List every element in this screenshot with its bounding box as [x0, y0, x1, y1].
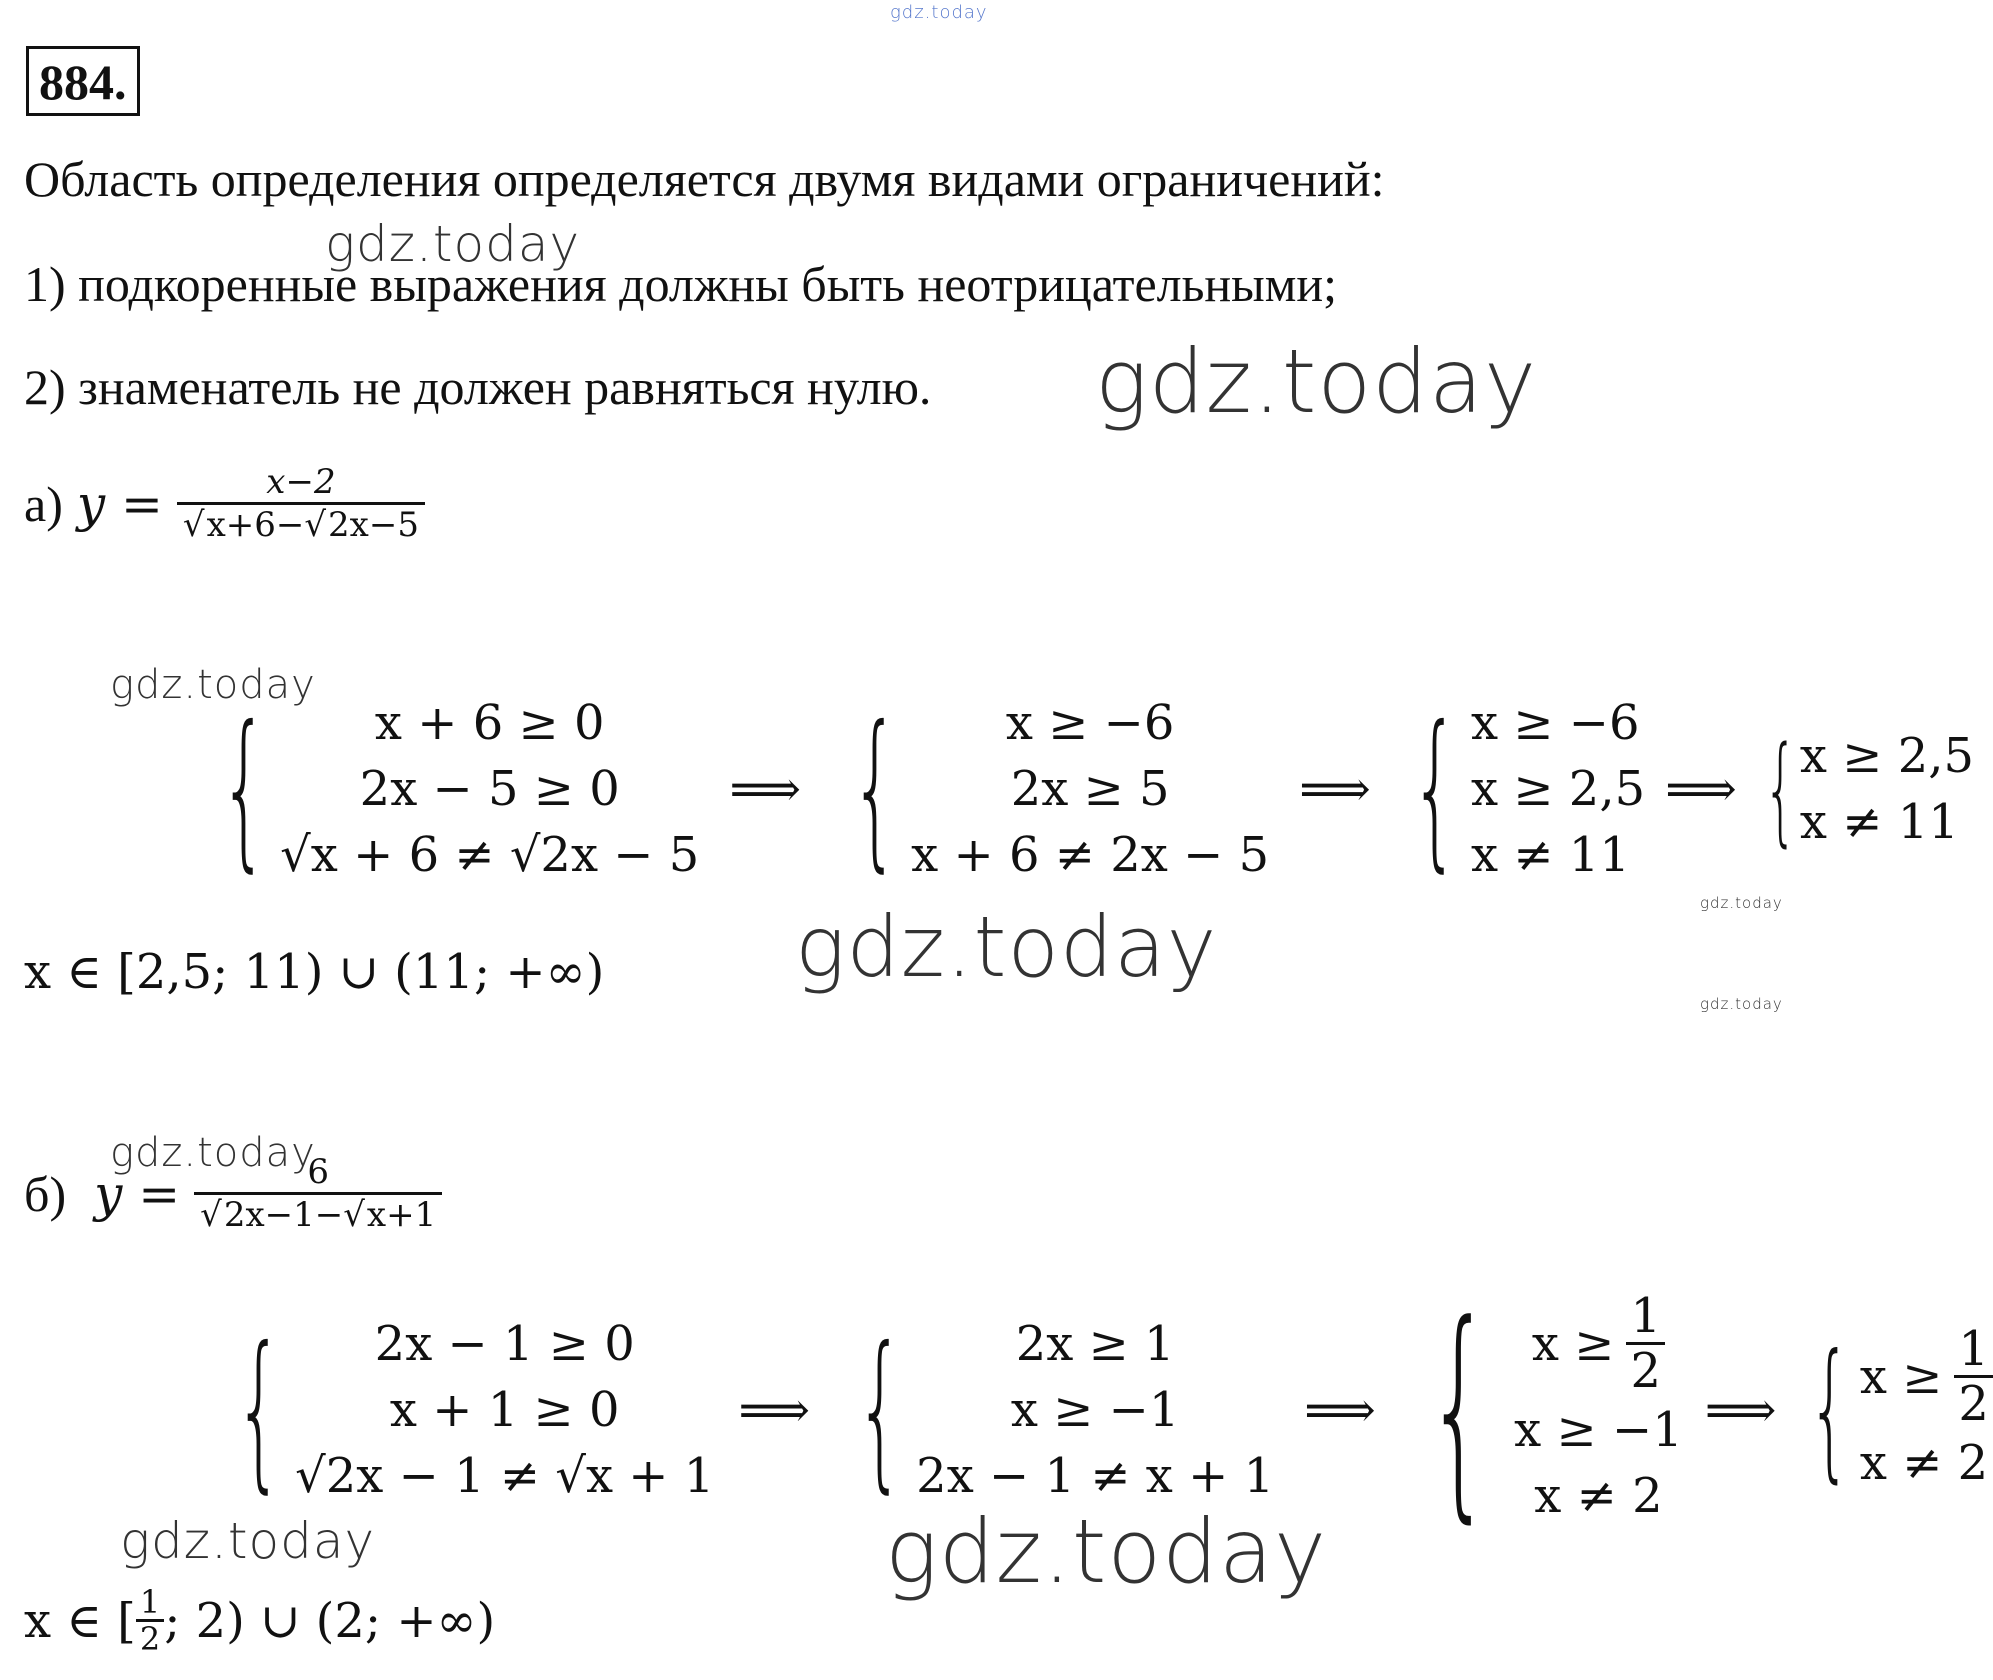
part-a-sys3-row: x ≠ 11 [1471, 827, 1630, 883]
part-a-formula [24, 462, 425, 545]
part-b-sys1-row: 2x − 1 ≥ 0 [374, 1315, 635, 1372]
brace-icon: { [850, 690, 900, 888]
part-a-lhs: y = [76, 474, 163, 533]
part-a-sys3-row: x ≥ −6 [1471, 695, 1640, 751]
half-numerator: 1 [1626, 1290, 1665, 1345]
half-fraction [1626, 1290, 1665, 1397]
part-b-sys2-row: x ≥ −1 [1010, 1381, 1180, 1438]
part-a-derivation [190, 690, 1974, 888]
part-a-numerator: x−2 [266, 462, 336, 502]
watermark-3: gdz.today [110, 662, 316, 708]
part-b-answer-prefix: x ∈ [ [24, 1592, 136, 1649]
part-a-sys1-row: 2x − 5 ≥ 0 [359, 761, 620, 817]
half-numerator: 1 [1954, 1323, 1993, 1378]
part-b-sys4-row-1 [1860, 1323, 1993, 1430]
implies-arrow: ⟹ [738, 1380, 810, 1439]
watermark-7: gdz.today [110, 1130, 316, 1176]
part-b-sys4-row-2: x ≠ 2 [1859, 1435, 1989, 1491]
half-numerator: 1 [136, 1585, 164, 1622]
part-a-root1: x+6 [206, 505, 276, 545]
part-a-answer: x ∈ [2,5; 11) ∪ (11; +∞) [24, 944, 605, 1000]
implies-arrow: ⟹ [1304, 1380, 1376, 1439]
brace-icon: { [1763, 720, 1798, 858]
intro-line-3: 2) знаменатель не должен равняться нулю. [24, 359, 932, 415]
part-a-sys4-row: x ≥ 2,5 [1799, 728, 1975, 784]
half-fraction [1954, 1323, 1993, 1430]
part-b-numerator: 6 [307, 1152, 329, 1192]
part-a-sys1-row: √x + 6 ≠ √2x − 5 [280, 827, 700, 883]
watermark-1: gdz.today [325, 215, 581, 273]
implies-arrow: ⟹ [1299, 760, 1371, 818]
intro-line-2: 1) подкоренные выражения должны быть неотрицательными; [24, 256, 1338, 312]
brace-icon: { [219, 690, 269, 888]
part-b-derivation [205, 1275, 1993, 1543]
watermark-4: gdz.today [1700, 894, 1783, 912]
part-b-root1: 2x−1 [223, 1195, 315, 1235]
watermark-8: gdz.today [120, 1512, 376, 1570]
part-b-answer [24, 1585, 495, 1656]
brace-icon: { [234, 1310, 284, 1509]
part-b-sys3-row-1 [1532, 1290, 1665, 1397]
part-a-sys2-row: x + 6 ≠ 2x − 5 [911, 827, 1270, 883]
brace-icon: { [1410, 690, 1460, 888]
part-a-sys2-row: x ≥ −6 [1005, 695, 1175, 751]
half-denominator: 2 [139, 1620, 161, 1658]
implies-arrow: ⟹ [1665, 760, 1737, 818]
part-b-sys3-prefix: x ≥ [1531, 1315, 1615, 1372]
part-a-sys2-row: 2x ≥ 5 [1010, 761, 1170, 817]
part-a-root2: 2x−5 [328, 505, 419, 545]
implies-arrow: ⟹ [1704, 1380, 1777, 1439]
part-b-sys1-row: x + 1 ≥ 0 [389, 1381, 620, 1438]
part-b-system-1 [205, 1311, 714, 1509]
half-fraction [136, 1585, 164, 1656]
part-a-minus: − [275, 505, 305, 545]
part-b-sys2-row: 2x ≥ 1 [1015, 1315, 1175, 1372]
watermark-2: gdz.today [1095, 330, 1538, 433]
part-b-fraction [194, 1152, 442, 1235]
brace-icon: { [1808, 1322, 1852, 1497]
part-a-label: а) [24, 475, 63, 532]
part-a-system-2 [821, 690, 1269, 888]
part-b-root2: x+1 [366, 1195, 437, 1235]
watermark-6: gdz.today [1700, 995, 1783, 1013]
part-a-system-1 [190, 690, 699, 888]
intro-line-1: Область определения определяется двумя видами ограничений: [24, 151, 1385, 207]
part-b-denominator: √2x−1−√x+1 [194, 1192, 442, 1235]
part-b-sys1-row: √2x − 1 ≠ √x + 1 [295, 1447, 715, 1504]
implies-arrow: ⟹ [729, 760, 801, 818]
part-b-system-4 [1782, 1323, 1993, 1496]
part-b-minus: − [314, 1195, 344, 1235]
brace-icon: { [855, 1310, 905, 1509]
watermark-5: gdz.today [795, 898, 1218, 996]
part-b-answer-suffix: ; 2) ∪ (2; +∞) [164, 1592, 496, 1649]
half-denominator: 2 [1630, 1343, 1661, 1399]
part-b-sys4-prefix: x ≥ [1859, 1348, 1943, 1405]
watermark-top: gdz.today [890, 2, 988, 23]
part-b-lhs: y = [94, 1164, 181, 1223]
part-b-system-2 [826, 1311, 1274, 1509]
part-b-system-3 [1386, 1275, 1683, 1543]
part-a-system-4 [1743, 720, 1975, 858]
watermark-9: gdz.today [885, 1500, 1328, 1603]
brace-icon: { [1426, 1275, 1492, 1543]
half-denominator: 2 [1958, 1376, 1989, 1432]
part-b-sys2-row: 2x − 1 ≠ x + 1 [916, 1447, 1275, 1504]
part-a-system-3 [1381, 690, 1645, 888]
part-a-sys1-row: x + 6 ≥ 0 [374, 695, 605, 751]
part-a-sys4-row: x ≠ 11 [1799, 794, 1959, 850]
part-a-sys3-row: x ≥ 2,5 [1471, 761, 1646, 817]
part-a-fraction [177, 462, 425, 545]
part-b-formula [24, 1152, 442, 1235]
problem-number: 884. [26, 46, 140, 116]
part-b-label: б) [24, 1165, 67, 1222]
part-b-sys3-row-2: x ≥ −1 [1514, 1402, 1683, 1458]
part-a-denominator: √x+6−√2x−5 [177, 502, 425, 545]
part-b-sys3-row-3: x ≠ 2 [1534, 1468, 1663, 1524]
